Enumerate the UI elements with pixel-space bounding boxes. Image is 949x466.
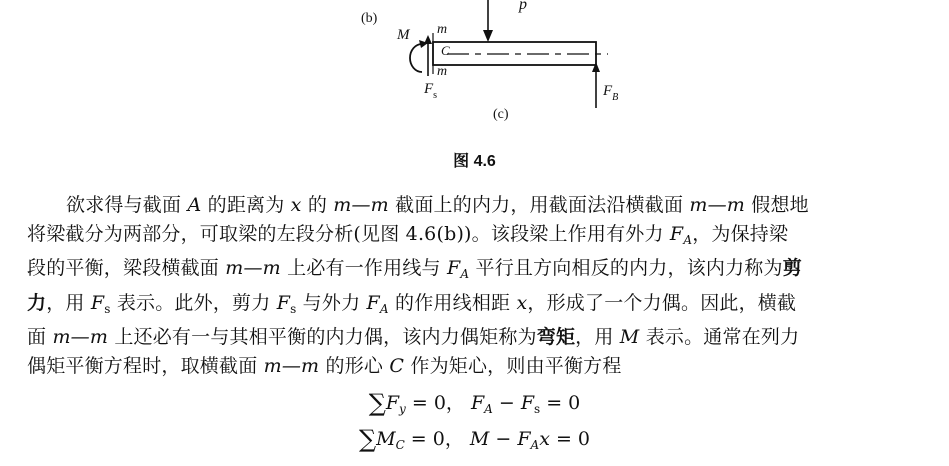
label-FB: $F_B$	[603, 83, 619, 103]
load-arrow-head	[483, 30, 493, 42]
para-line-3: 段的平衡，梁段横截面 m—m 上必有一作用线与 $F_A$ 平行且方向相反的内力，该内力称为剪	[27, 257, 802, 281]
label-b: (b)	[361, 11, 378, 26]
para-line-2: 将梁截分为两部分，可取梁的左段分析(见图 4.6(b))。该段梁上作用有外力 $F_A$，为保持梁	[27, 222, 789, 247]
para-line-5: 面 m—m 上还必有一与其相平衡的内力偶，该内力偶矩称为弯矩，用 M 表示。通常在列力	[27, 326, 800, 348]
beam-figure	[0, 0, 949, 140]
label-c: (c)	[493, 107, 509, 122]
figure-caption: 图 4.6	[453, 153, 496, 170]
label-m-bottom: m	[437, 64, 448, 79]
equation-force-balance: $\sum F_y = 0$， $F_A - F_s = 0$	[368, 389, 581, 417]
term-shear-force: 剪	[782, 257, 802, 279]
moment-arc	[410, 44, 422, 72]
label-M: M	[397, 27, 410, 43]
label-C: C	[441, 43, 450, 58]
reaction-arrow-head	[592, 62, 600, 72]
para-line-4: 力，用 $F_s$ 表示。此外，剪力 $F_s$ 与外力 $F_A$ 的作用线相距 x，形成了一个力偶。因此，横截	[27, 291, 797, 316]
para-line-1: 欲求得与截面 A 的距离为 x 的 m—m 截面上的内力，用截面法沿横截面 m—m 假想地	[66, 194, 809, 216]
label-m-top: m	[437, 22, 448, 37]
equation-moment-balance: $\sum M_C = 0$， $M - F_Ax = 0$	[358, 425, 591, 453]
para-line-6: 偶矩平衡方程时，取横截面 m—m 的形心 C 作为矩心，则由平衡方程	[27, 354, 622, 377]
label-p-fragment: p	[519, 0, 527, 13]
beam-diagram	[0, 0, 949, 140]
label-Fs: $F_s$	[424, 81, 438, 101]
body-paragraph	[27, 191, 922, 380]
term-bending-moment: 弯矩	[536, 326, 576, 348]
